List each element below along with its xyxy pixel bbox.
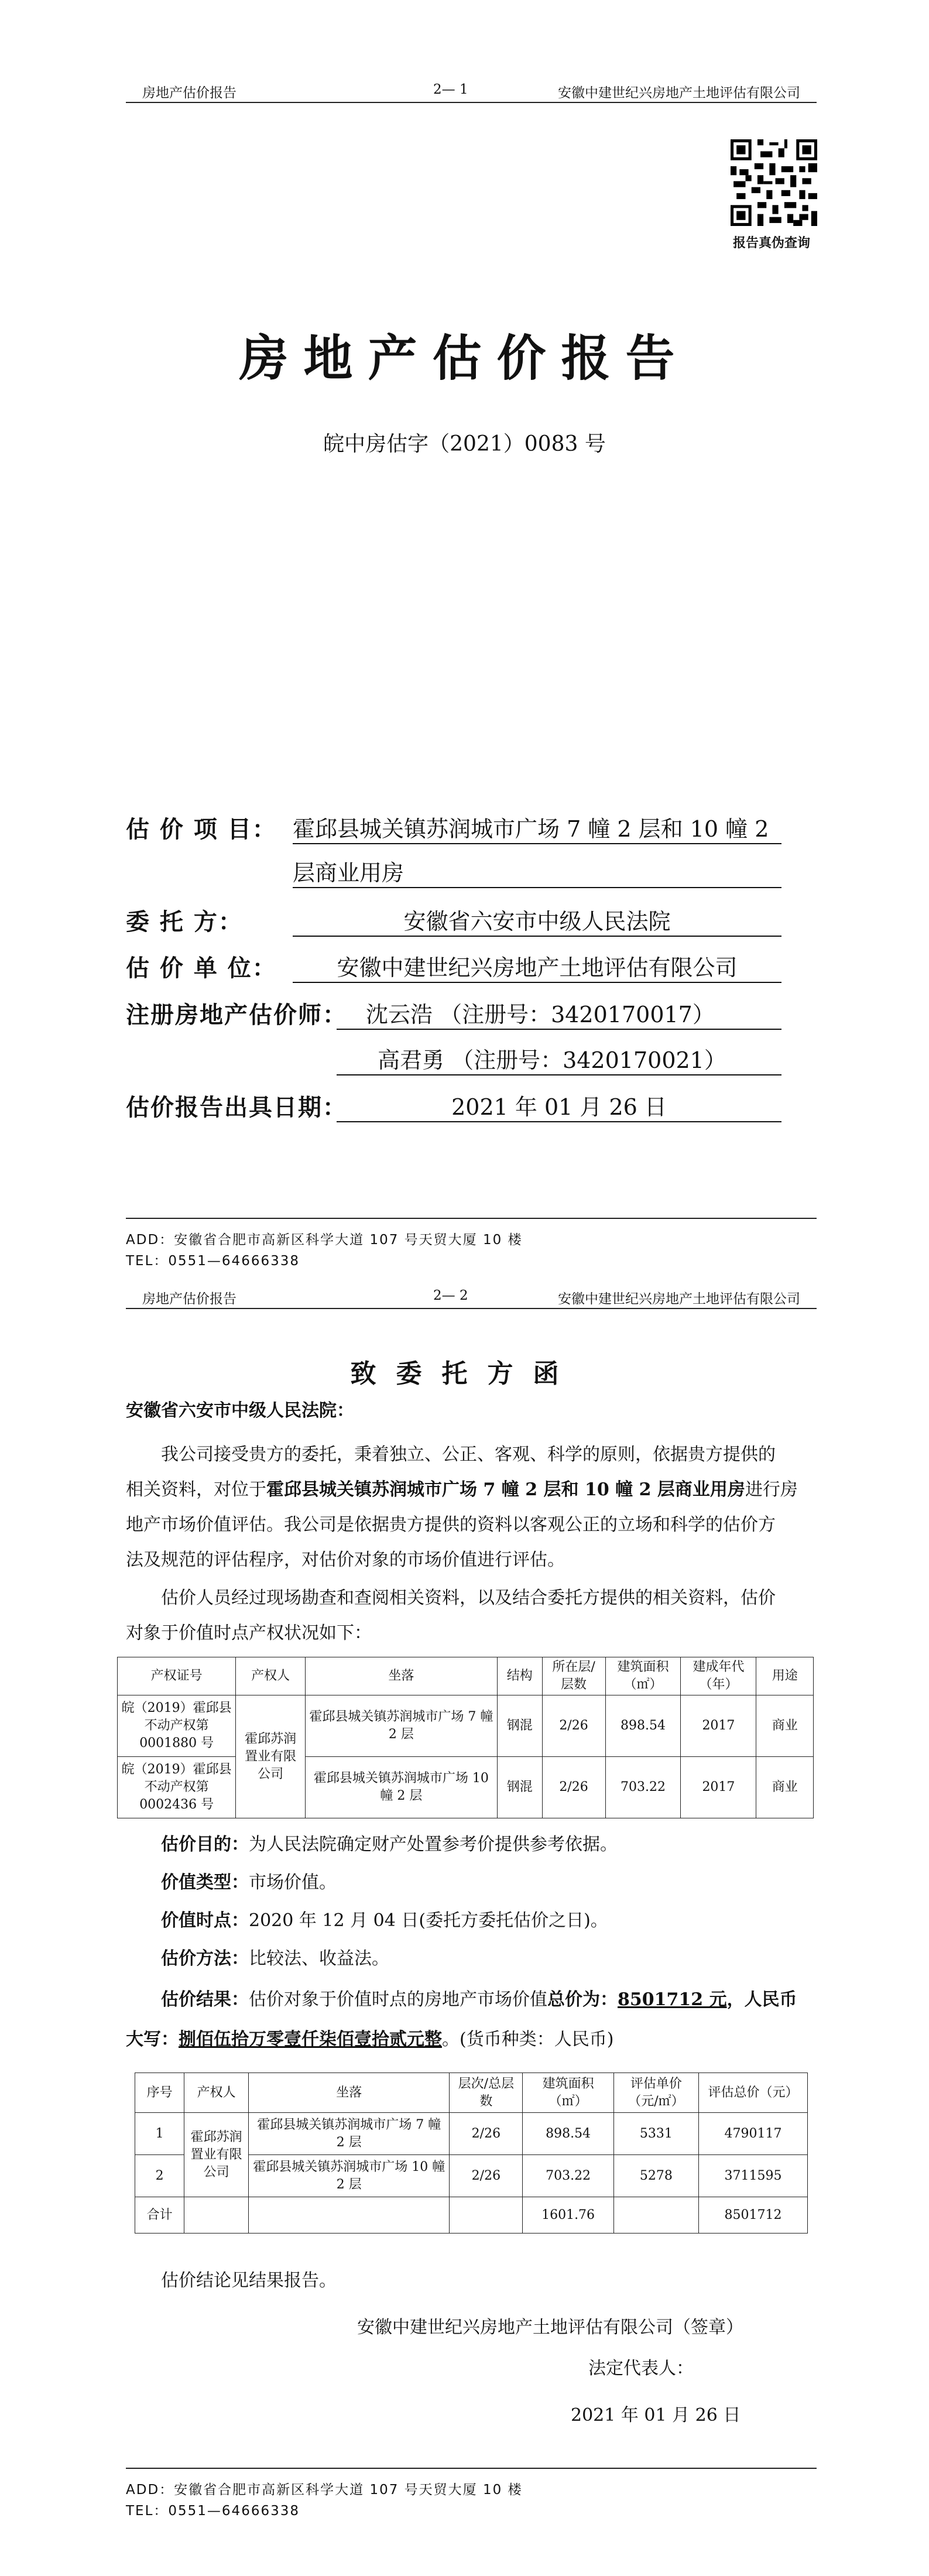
owner-cell: 霍邱苏润置业有限公司: [184, 2113, 249, 2197]
result-total-value: 8501712 元: [618, 1989, 727, 2010]
method-label: 估价方法：: [161, 1948, 249, 1969]
no-cell: 1: [135, 2113, 184, 2155]
sum-area-cell: 1601.76: [523, 2197, 613, 2234]
para1-b-bold: 霍邱县城关镇苏润城市广场 7 幢 2 层和 10 幢 2 层商业用房: [266, 1479, 745, 1500]
table-header-row: [118, 1657, 814, 1695]
header-right: 安徽中建世纪兴房地产土地评估有限公司: [558, 85, 800, 101]
table-sum-row: [135, 2197, 808, 2234]
page-header: [126, 82, 817, 103]
page-number: 2— 1: [433, 82, 468, 97]
unit-price-cell: 5331: [613, 2113, 698, 2155]
page-number: 2— 2: [433, 1288, 468, 1303]
area-cell: 898.54: [605, 1695, 681, 1757]
table-header: 评估总价（元）: [699, 2073, 808, 2113]
area-cell: 703.22: [523, 2155, 613, 2197]
client-value-text: 安徽省六安市中级人民法院: [403, 909, 671, 934]
structure-cell: 钢混: [498, 1695, 543, 1757]
use-cell: 商业: [756, 1757, 814, 1818]
table-header: 产权人: [184, 2073, 249, 2113]
letter-title: 致委托方函: [350, 1359, 579, 1389]
table-header: 序号: [135, 2073, 184, 2113]
para1-line-b: [126, 1472, 817, 1508]
type-label: 价值类型：: [161, 1872, 249, 1893]
para1-line-d: 法及规范的评估程序，对估价对象的市场价值进行评估。: [126, 1550, 565, 1570]
use-cell: 商业: [756, 1695, 814, 1757]
result-label: 估价结果：: [161, 1989, 249, 2010]
no-cell: 2: [135, 2155, 184, 2197]
header-left: 房地产估价报告: [142, 1292, 236, 1307]
empty-cell: [249, 2197, 450, 2234]
table-header: 产权证号: [118, 1657, 236, 1695]
location-cell: 霍邱县城关镇苏润城市广场 10 幢 2 层: [249, 2155, 450, 2197]
date-label: 估价报告出具日期：: [126, 1094, 347, 1121]
location-cell: 霍邱县城关镇苏润城市广场 10 幢 2 层: [305, 1757, 497, 1818]
sign-company: 安徽中建世纪兴房地产土地评估有限公司（签章）: [357, 2317, 743, 2338]
table-header: 坐落: [305, 1657, 497, 1695]
appraiser-2: [337, 1042, 781, 1075]
owner-cell: 霍邱苏润置业有限公司: [236, 1695, 305, 1818]
para1-line-c: 地产市场价值评估。我公司是依据贵方提供的资料以客观公正的立场和科学的估价方: [126, 1515, 776, 1535]
empty-cell: [184, 2197, 249, 2234]
property-rights-table: [117, 1657, 814, 1818]
salutation: 安徽省六安市中级人民法院：: [126, 1400, 354, 1421]
document-number: 皖中房估字（2021）0083 号: [323, 432, 606, 456]
table-header: 建筑面积（㎡）: [605, 1657, 681, 1695]
purpose-value: 为人民法院确定财产处置参考价提供参考依据。: [249, 1834, 618, 1855]
empty-cell: [450, 2197, 523, 2234]
purpose-line: [161, 1830, 618, 1855]
report-title: 房地产估价报告: [239, 329, 690, 387]
para2-line-b: 对象于价值时点产权状况如下：: [126, 1623, 372, 1643]
table-row: [135, 2113, 808, 2155]
appraiser-1: [337, 996, 781, 1030]
sum-total-cell: 8501712: [699, 2197, 808, 2234]
table-header: 建筑面积（㎡）: [523, 2073, 613, 2113]
location-cell: 霍邱县城关镇苏润城市广场 7 幢 2 层: [249, 2113, 450, 2155]
result-pre: 估价对象于价值时点的房地产市场价值: [249, 1989, 547, 2010]
structure-cell: 钢混: [498, 1757, 543, 1818]
type-value: 市场价值。: [249, 1872, 337, 1893]
empty-cell: [613, 2197, 698, 2234]
table-header: 坐落: [249, 2073, 450, 2113]
unit-price-cell: 5278: [613, 2155, 698, 2197]
floor-cell: 2/26: [542, 1695, 605, 1757]
para2-line-a: 估价人员经过现场勘查和查阅相关资料，以及结合委托方提供的相关资料，估价: [161, 1588, 776, 1608]
result-total-label: 总价为：: [547, 1989, 618, 2010]
footer-tel: TEL：0551—64666338: [126, 2503, 300, 2519]
appraiser-1-text: 沈云浩 （注册号：3420170017）: [366, 1002, 715, 1027]
purpose-label: 估价目的：: [161, 1834, 249, 1855]
header-right: 安徽中建世纪兴房地产土地评估有限公司: [558, 1292, 800, 1307]
time-label: 价值时点：: [161, 1910, 249, 1931]
unit-label: 估 价 单 位：: [126, 954, 277, 982]
sum-label-cell: 合计: [135, 2197, 184, 2234]
table-header: 建成年代（年）: [681, 1657, 756, 1695]
paragraph-2: [126, 1581, 817, 1651]
type-line: [161, 1868, 337, 1893]
client-label: 委 托 方：: [126, 908, 243, 936]
caps-line: [126, 2025, 613, 2050]
project-value-line1: 霍邱县城关镇苏润城市广场 7 幢 2 层和 10 幢 2: [293, 811, 781, 844]
cert-cell: 皖（2019）霍邱县不动产权第0002436 号: [118, 1757, 236, 1818]
time-line: [161, 1906, 608, 1931]
table-row: [118, 1695, 814, 1757]
footer-address: ADD：安徽省合肥市高新区科学大道 107 号天贸大厦 10 楼: [126, 2482, 523, 2498]
table-header: 层次/总层数: [450, 2073, 523, 2113]
area-cell: 703.22: [605, 1757, 681, 1818]
project-label: 估 价 项 目：: [126, 816, 277, 843]
header-left: 房地产估价报告: [142, 85, 236, 101]
total-cell: 3711595: [699, 2155, 808, 2197]
unit-value: [293, 950, 781, 983]
cert-cell: 皖（2019）霍邱县不动产权第0001880 号: [118, 1695, 236, 1757]
para1-line-a: 我公司接受贵方的委托，秉着独立、公正、客观、科学的原则，依据贵方提供的: [161, 1444, 776, 1465]
caps-post: 。(货币种类：人民币): [442, 2029, 614, 2050]
footer-tel: TEL：0551—64666338: [126, 1253, 300, 1269]
page1-footer: [126, 1218, 817, 1282]
valuation-result-table: [135, 2073, 808, 2234]
page2-header: [126, 1288, 817, 1309]
time-value: 2020 年 12 月 04 日(委托方委托估价之日)。: [249, 1910, 608, 1931]
table-header: 结构: [498, 1657, 543, 1695]
appraiser-label: 注册房地产估价师：: [126, 1001, 347, 1029]
year-cell: 2017: [681, 1757, 756, 1818]
para1-b-post: 进行房: [745, 1479, 798, 1500]
client-value: [293, 903, 781, 937]
method-line: [161, 1944, 389, 1969]
total-cell: 4790117: [699, 2113, 808, 2155]
table-header: 评估单价（元/㎡）: [613, 2073, 698, 2113]
result-post: ，人民币: [726, 1989, 797, 2010]
caps-label: 大写：: [126, 2029, 179, 2050]
unit-value-text: 安徽中建世纪兴房地产土地评估有限公司: [337, 955, 738, 981]
table-header: 所在层/层数: [542, 1657, 605, 1695]
date-value-text: 2021 年 01 月 26 日: [451, 1094, 667, 1120]
year-cell: 2017: [681, 1695, 756, 1757]
date-value: [337, 1089, 781, 1122]
floor-cell: 2/26: [450, 2113, 523, 2155]
qr-code-icon: [731, 139, 817, 226]
table-row: [118, 1757, 814, 1818]
area-cell: 898.54: [523, 2113, 613, 2155]
result-line: [161, 1985, 797, 2010]
location-cell: 霍邱县城关镇苏润城市广场 7 幢 2 层: [305, 1695, 497, 1757]
table-header-row: [135, 2073, 808, 2113]
project-value-line2: 层商业用房: [293, 855, 781, 888]
paragraph-1: [126, 1437, 817, 1578]
sign-date: 2021 年 01 月 26 日: [571, 2405, 741, 2426]
page2-footer: [126, 2468, 817, 2532]
conclusion: 估价结论见结果报告。: [161, 2270, 337, 2291]
method-value: 比较法、收益法。: [249, 1948, 389, 1969]
table-header: 用途: [756, 1657, 814, 1695]
appraiser-2-text: 高君勇 （注册号：3420170021）: [378, 1047, 726, 1073]
floor-cell: 2/26: [542, 1757, 605, 1818]
floor-cell: 2/26: [450, 2155, 523, 2197]
para1-b-pre: 相关资料，对位于: [126, 1479, 266, 1500]
qr-label: 报告真伪查询: [733, 236, 811, 251]
footer-address: ADD：安徽省合肥市高新区科学大道 107 号天贸大厦 10 楼: [126, 1232, 523, 1248]
caps-value: 捌佰伍拾万零壹仟柒佰壹拾贰元整: [179, 2029, 442, 2050]
legal-representative: 法定代表人：: [588, 2358, 694, 2379]
table-header: 产权人: [236, 1657, 305, 1695]
